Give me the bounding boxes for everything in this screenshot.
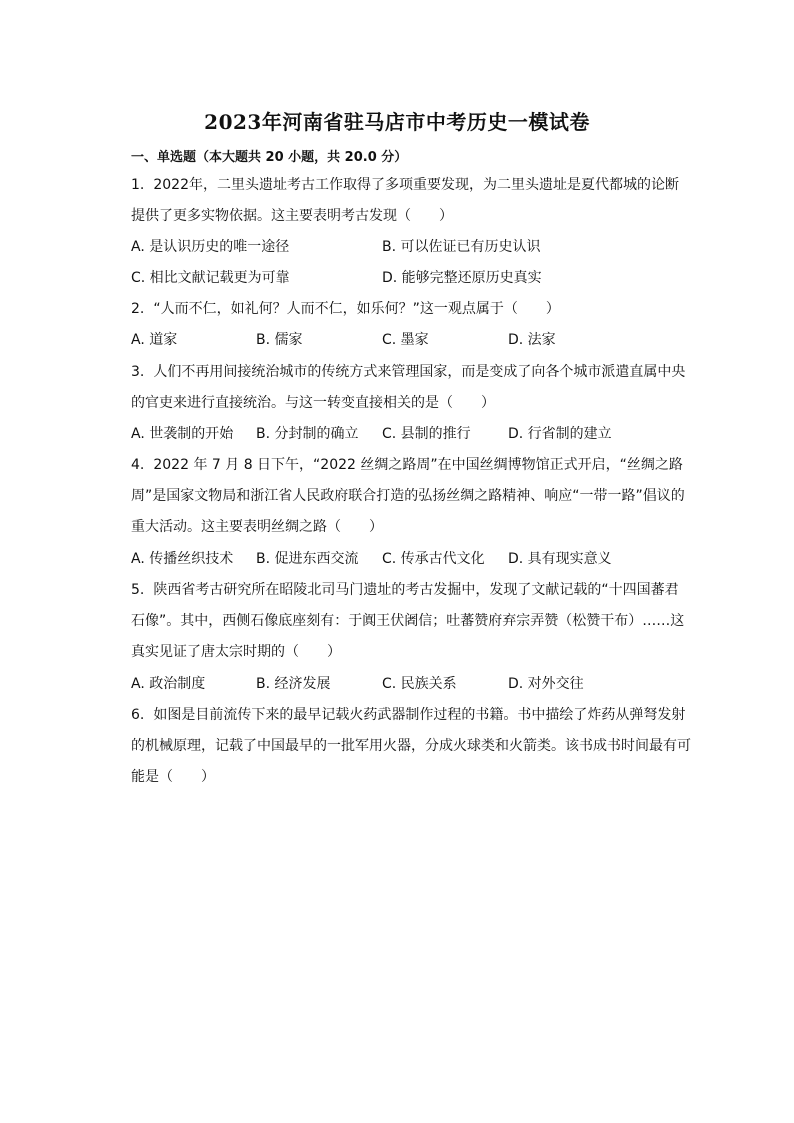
question-1 (131, 170, 691, 232)
option-a[interactable]: A. 世袭制的开始 (131, 426, 234, 442)
question-6 (131, 700, 691, 793)
question-stem: 2022 年 7 月 8 日下午，“2022 丝绸之路周”在中国丝绸博物馆正式开启，“丝绸之路周”是国家文物局和浙江省人民政府联合打造的弘扬丝绸之路精神、响应“一带一路”倡议的重大活动。这主要表明丝绸之路（ ） (131, 457, 685, 535)
option-d[interactable]: D. 行省制的建立 (508, 426, 612, 442)
question-2-options (131, 325, 691, 356)
option-b[interactable]: B. 分封制的确立 (256, 426, 359, 442)
question-number: 4. (131, 457, 145, 473)
question-3-options (131, 419, 691, 450)
question-stem: “人而不仁，如礼何？人而不仁，如乐何？”这一观点属于（ ） (153, 301, 560, 317)
question-number: 5. (131, 582, 145, 598)
page-title: 2023年河南省驻马店市中考历史一模试卷 (204, 110, 590, 134)
question-number: 6. (131, 707, 145, 723)
question-2 (131, 294, 691, 325)
option-a[interactable]: A. 政治制度 (131, 676, 206, 692)
option-d[interactable]: D. 对外交往 (508, 676, 584, 692)
section-heading: 一、单选题（本大题共 20 小题，共 20.0 分） (131, 150, 408, 165)
option-c[interactable]: C. 相比文献记载更为可靠 (131, 270, 290, 286)
option-b[interactable]: B. 儒家 (256, 332, 303, 348)
option-b[interactable]: B. 经济发展 (256, 676, 331, 692)
option-d[interactable]: D. 法家 (508, 332, 556, 348)
question-stem: 如图是目前流传下来的最早记载火药武器制作过程的书籍。书中描绘了炸药从弹弩发射的机械原理，记载了中国最早的一批军用火器，分成火球类和火箭类。该书成书时间最有可能是（ ） (131, 707, 691, 785)
option-a[interactable]: A. 传播丝织技术 (131, 551, 234, 567)
question-5 (131, 575, 691, 668)
question-1-options-row-1 (131, 232, 691, 263)
question-4 (131, 450, 691, 543)
option-c[interactable]: C. 县制的推行 (382, 426, 471, 442)
question-number: 3. (131, 364, 145, 380)
option-b[interactable]: B. 促进东西交流 (256, 551, 359, 567)
question-stem: 人们不再用间接统治城市的传统方式来管理国家，而是变成了向各个城市派遣直属中央的官吏来进行直接统治。与这一转变直接相关的是（ ） (131, 364, 686, 411)
option-a[interactable]: A. 道家 (131, 332, 178, 348)
question-stem: 2022年，二里头遗址考古工作取得了多项重要发现，为二里头遗址是夏代都城的论断提供了更多实物依据。这主要表明考古发现（ ） (131, 177, 679, 224)
question-stem: 陕西省考古研究所在昭陵北司马门遗址的考古发掘中，发现了文献记载的“十四国蕃君石像”。其中，西侧石像底座刻有：于阗王伏阇信；吐蕃赞府弃宗弄赞（松赞干布）……这真实见证了唐太宗时期的（ ） (131, 582, 685, 660)
question-5-options (131, 669, 691, 700)
question-number: 2. (131, 301, 145, 317)
question-3 (131, 357, 691, 419)
option-d[interactable]: D. 能够完整还原历史真实 (382, 270, 542, 286)
option-b[interactable]: B. 可以佐证已有历史认识 (382, 239, 541, 255)
option-d[interactable]: D. 具有现实意义 (508, 551, 612, 567)
option-c[interactable]: C. 民族关系 (382, 676, 457, 692)
option-c[interactable]: C. 传承古代文化 (382, 551, 485, 567)
option-a[interactable]: A. 是认识历史的唯一途径 (131, 239, 290, 255)
question-number: 1. (131, 177, 145, 193)
question-1-options-row-2 (131, 263, 691, 294)
question-4-options (131, 544, 691, 575)
option-c[interactable]: C. 墨家 (382, 332, 429, 348)
